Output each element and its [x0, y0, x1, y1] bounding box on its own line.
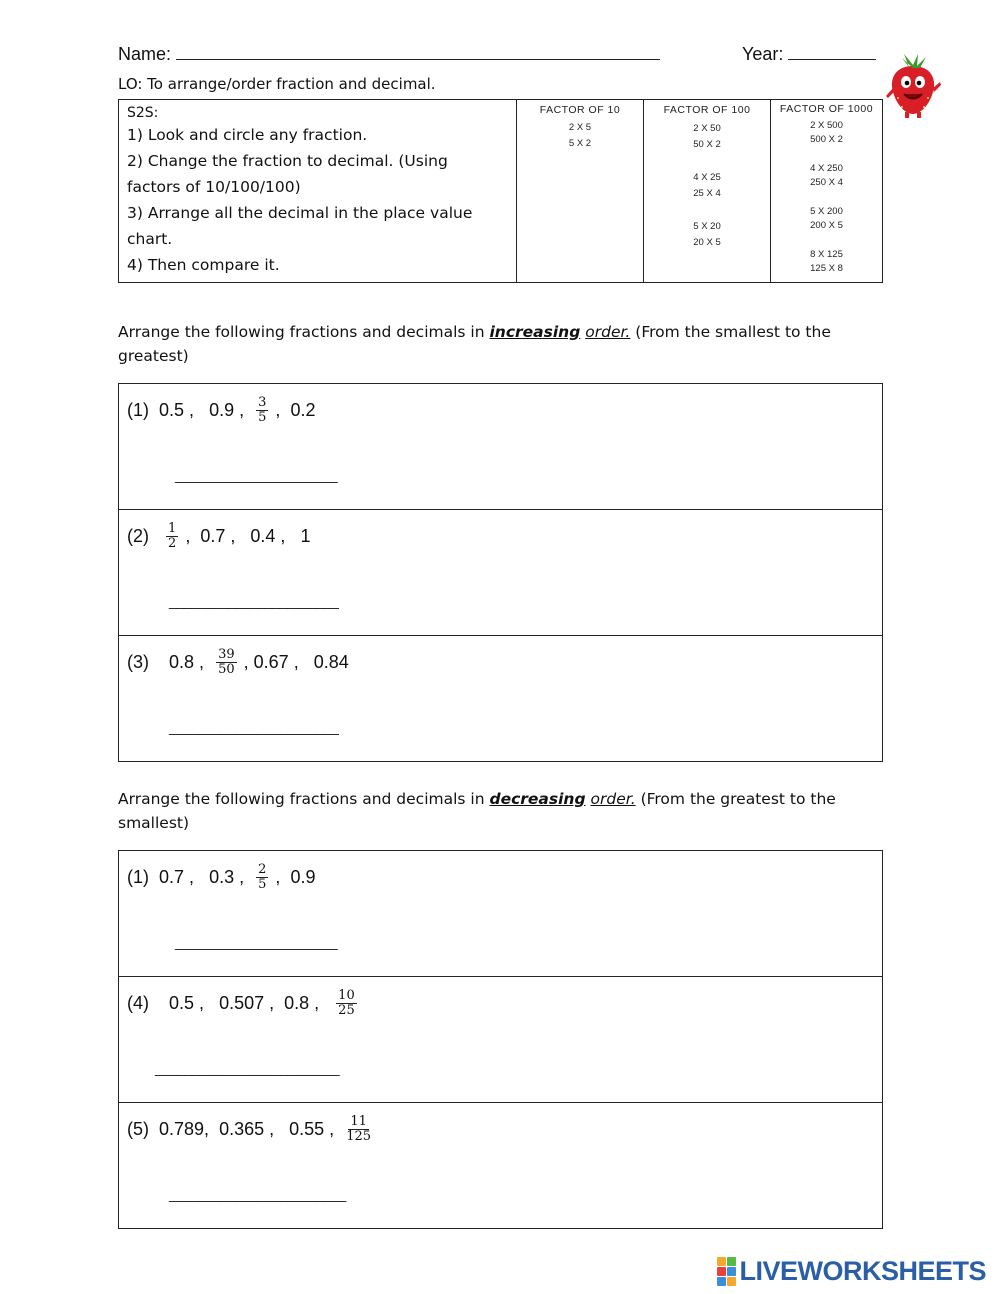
factor-100-cell — [644, 100, 771, 283]
fraction-numerator: 1 — [168, 521, 177, 536]
value: 0.9 , — [209, 400, 245, 420]
factor-item: 5 X 20 — [693, 220, 721, 232]
s2s-steps-cell — [119, 100, 517, 283]
instruction-keyword: increasing — [489, 323, 581, 341]
question-row — [119, 976, 882, 1102]
value: 0.3 , — [209, 867, 245, 887]
factor-10-cell — [517, 100, 644, 283]
s2s-step: 3) Arrange all the decimal in the place value — [127, 204, 473, 222]
question — [127, 396, 315, 425]
value: 0.5 , — [169, 993, 205, 1013]
fraction-denominator: 25 — [338, 1003, 355, 1018]
factor-item: 50 X 2 — [693, 139, 721, 150]
instruction-text: (From the smallest to the — [635, 323, 831, 341]
separator: , — [185, 526, 191, 546]
instruction-text: Arrange the following fractions and decimals in — [118, 790, 485, 808]
spacer — [644, 203, 770, 219]
factor-item: 5 X 2 — [568, 138, 592, 149]
spacer — [771, 234, 882, 248]
name-label: Name: — [118, 44, 172, 64]
fraction-numerator: 10 — [338, 988, 355, 1003]
factor-item: 500 X 2 — [810, 134, 843, 145]
factor-item: 8 X 125 — [810, 248, 843, 260]
factor-item: 5 X 200 — [810, 205, 843, 217]
value: 1 — [300, 526, 311, 546]
question-number: (2) — [127, 526, 149, 546]
value: 0.365 , — [219, 1119, 275, 1139]
fraction-denominator: 50 — [218, 662, 235, 677]
spacer — [644, 154, 770, 170]
fraction[interactable] — [256, 396, 268, 425]
question — [127, 648, 349, 677]
value: 0.5 , — [159, 400, 195, 420]
fraction-numerator: 39 — [218, 647, 235, 662]
fraction-denominator: 5 — [258, 410, 267, 425]
question-number: (3) — [127, 652, 149, 672]
question — [127, 863, 315, 892]
answer-line[interactable]: ______________________ — [175, 467, 337, 484]
fraction[interactable] — [166, 522, 178, 551]
instruction-text: smallest) — [118, 814, 190, 832]
learning-objective: LO: To arrange/order fraction and decimal. — [118, 75, 436, 93]
year-input-line[interactable] — [788, 45, 876, 60]
spacer — [771, 191, 882, 205]
logo-blocks-icon — [717, 1257, 736, 1286]
factor-item: 4 X 25 — [693, 171, 721, 183]
name-input-line[interactable] — [176, 45, 660, 60]
fraction[interactable] — [256, 863, 268, 892]
s2s-step: 1) Look and circle any fraction. — [127, 126, 368, 144]
separator: , — [243, 652, 249, 672]
value: 0.7 , — [159, 867, 195, 887]
separator: , — [275, 400, 281, 420]
spacer — [771, 148, 882, 162]
factor-1000-title: FACTOR OF 1000 — [779, 103, 874, 115]
fraction-denominator: 5 — [258, 877, 267, 892]
question-number: (5) — [127, 1119, 149, 1139]
factor-item: 250 X 4 — [810, 177, 843, 188]
value: 0.84 — [313, 652, 349, 672]
fraction-numerator: 3 — [258, 395, 267, 410]
s2s-table — [118, 99, 883, 283]
value: 0.2 — [290, 400, 316, 420]
fraction-denominator: 2 — [168, 536, 177, 551]
question — [127, 989, 359, 1018]
factor-item: 20 X 5 — [693, 237, 721, 248]
s2s-steps — [127, 122, 508, 278]
question-row — [119, 384, 882, 509]
s2s-step: 2) Change the fraction to decimal. (Using — [127, 152, 448, 170]
value: 0.8 , — [169, 652, 205, 672]
instruction-order: order. — [590, 790, 636, 808]
value: 0.8 , — [284, 993, 320, 1013]
factor-10-title: FACTOR OF 10 — [539, 104, 621, 116]
factor-item: 2 X 50 — [693, 122, 721, 134]
question-row — [119, 851, 882, 976]
value: 0.507 , — [219, 993, 275, 1013]
value: 0.9 — [290, 867, 316, 887]
s2s-step: 4) Then compare it. — [127, 256, 280, 274]
question — [127, 1115, 373, 1144]
factor-item: 4 X 250 — [810, 162, 843, 174]
question-number: (4) — [127, 993, 149, 1013]
instruction-text: (From the greatest to the — [640, 790, 836, 808]
separator: , — [275, 867, 281, 887]
fraction[interactable] — [216, 648, 237, 677]
fraction-denominator: 125 — [346, 1129, 372, 1144]
question-number: (1) — [127, 400, 149, 420]
factor-item: 2 X 5 — [568, 122, 592, 133]
instruction-text: greatest) — [118, 347, 189, 365]
s2s-step: factors of 10/100/100) — [127, 178, 301, 196]
value: 0.4 , — [250, 526, 286, 546]
decreasing-questions-box — [118, 850, 883, 1229]
year-field — [742, 44, 876, 65]
fraction[interactable] — [346, 1115, 371, 1144]
factor-item: 200 X 5 — [810, 220, 843, 231]
s2s-step: chart. — [127, 230, 173, 248]
year-label: Year: — [742, 44, 784, 64]
instruction-order: order. — [585, 323, 631, 341]
factor-item: 125 X 8 — [810, 263, 843, 274]
factor-100-title: FACTOR OF 100 — [663, 104, 751, 116]
name-field — [118, 44, 660, 65]
increasing-questions-box — [118, 383, 883, 762]
answer-line[interactable]: ______________________ — [175, 934, 337, 951]
factor-item: 25 X 4 — [693, 188, 721, 199]
liveworksheets-logo[interactable] — [717, 1256, 986, 1287]
answer-line[interactable]: _______________________ — [169, 593, 338, 610]
decreasing-instruction — [118, 787, 838, 835]
s2s-title: S2S: — [127, 105, 159, 121]
value: 0.67 , — [253, 652, 299, 672]
question — [127, 522, 310, 551]
instruction-keyword: decreasing — [489, 790, 586, 808]
question-row — [119, 635, 882, 761]
value: 0.55 , — [289, 1119, 335, 1139]
value: 0.789, — [159, 1119, 210, 1139]
logo-text: LIVEWORKSHEETS — [739, 1256, 986, 1286]
instruction-text: Arrange the following fractions and decimals in — [118, 323, 485, 341]
value: 0.7 , — [200, 526, 236, 546]
fraction[interactable] — [336, 989, 357, 1018]
question-row — [119, 1102, 882, 1228]
question-number: (1) — [127, 867, 149, 887]
answer-line[interactable]: _________________________ — [155, 1060, 339, 1077]
factor-item: 2 X 500 — [810, 119, 843, 131]
fraction-numerator: 2 — [258, 862, 267, 877]
increasing-instruction — [118, 320, 838, 368]
factor-1000-cell — [771, 100, 883, 283]
answer-line[interactable]: _______________________ — [169, 719, 338, 736]
strawberry-mascot-icon — [884, 52, 942, 120]
question-row — [119, 509, 882, 635]
fraction-numerator: 11 — [350, 1114, 367, 1129]
answer-line[interactable]: ________________________ — [169, 1186, 346, 1203]
